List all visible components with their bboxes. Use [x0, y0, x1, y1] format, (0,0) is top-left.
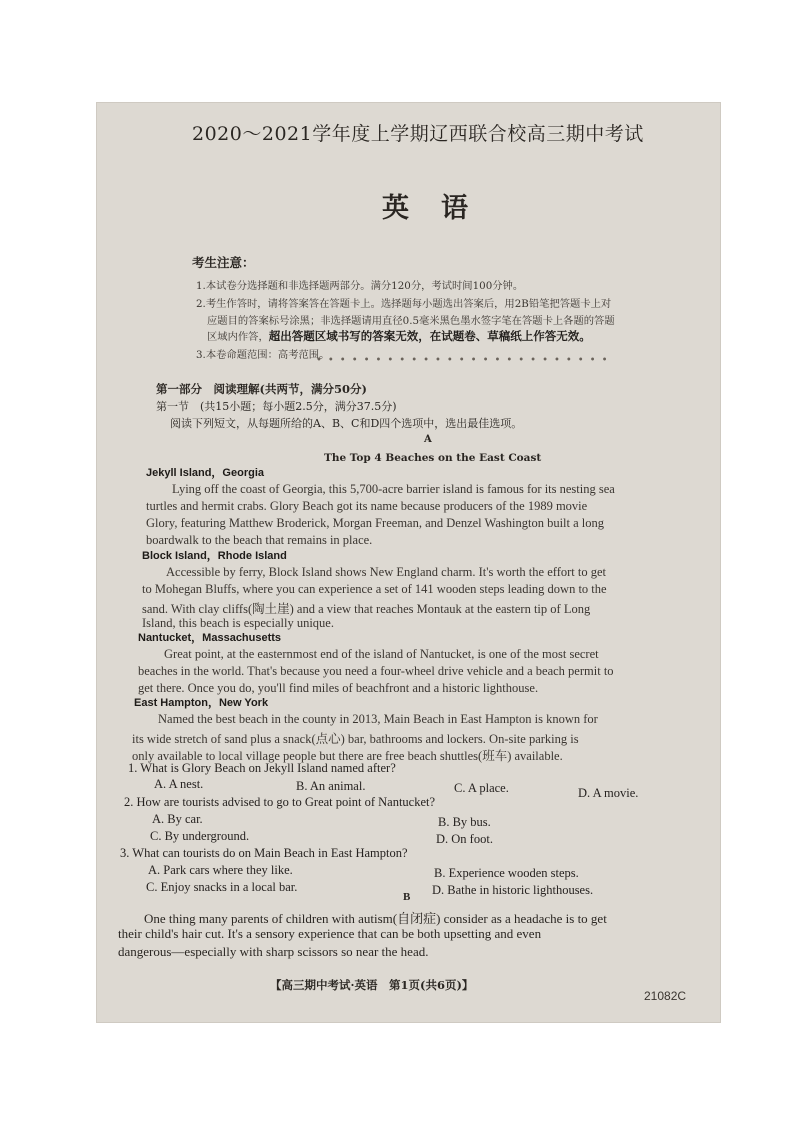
subject-title: 英语	[382, 193, 500, 224]
part-heading: 第一部分 阅读理解(共两节，满分50分)	[156, 382, 367, 396]
passage-line: beaches in the world. That's because you need a four-wheel drive vehicle and a beach permit to	[138, 664, 614, 678]
option: A. A nest.	[154, 777, 204, 791]
passage-line: Great point, at the easternmost end of the island of Nantucket, is one of the most secret	[164, 647, 599, 661]
passage-line: get there. Once you do, you'll find miles of beachfront and a historic lighthouse.	[138, 681, 539, 695]
option: D. Bathe in historic lighthouses.	[432, 883, 594, 897]
question-stem: 2. How are tourists advised to go to Great point of Nantucket?	[124, 795, 436, 809]
beach-heading-east-hampton: East Hampton，New York	[134, 697, 269, 709]
notice-item-1: 1.本试卷分选择题和非选择题两部分。满分120分，考试时间100分钟。	[196, 280, 524, 292]
exam-title: 2020～2021学年度上学期辽西联合校高三期中考试	[192, 123, 644, 145]
passage-line: boardwalk to the beach that remains in place.	[146, 533, 373, 547]
notice-item-2-line-2: 应题目的答案标号涂黑；非选择题请用直径0.5毫米黑色墨水签字笔在答题卡上各题的答题	[207, 315, 615, 327]
passage-line: turtles and hermit crabs. Glory Beach got its name because producers of the 1989 movie	[146, 499, 588, 513]
option: C. Enjoy snacks in a local bar.	[146, 880, 298, 894]
option: D. On foot.	[436, 832, 493, 846]
passage-title: The Top 4 Beaches on the East Coast	[324, 452, 542, 464]
passage-label-b: B	[403, 891, 411, 903]
beach-heading-nantucket: Nantucket，Massachusetts	[138, 632, 282, 644]
emphasis-dots: •••••••••••••••••••••••••	[316, 355, 614, 366]
passage-label-a: A	[424, 434, 432, 445]
page-footer: 【高三期中考试·英语 第1页(共6页)】	[270, 978, 474, 992]
instruction: 阅读下列短文，从每题所给的A、B、C和D四个选项中，选出最佳选项。	[170, 417, 523, 430]
option: A. By car.	[152, 812, 203, 826]
option: B. An animal.	[296, 779, 366, 793]
passage-line: their child's hair cut. It's a sensory experience that can be both upsetting and even	[118, 926, 542, 941]
passage-line: only available to local village people but there are free beach shuttles(班车) available.	[132, 749, 563, 763]
passage-line: Glory, featuring Matthew Broderick, Morgan Freeman, and Denzel Washington built a long	[146, 516, 605, 530]
question-stem: 3. What can tourists do on Main Beach in East Hampton?	[120, 846, 408, 860]
notice-item-3: 3.本卷命题范围：高考范围。	[196, 349, 330, 361]
notice-item-2-line-1: 2.考生作答时，请将答案答在答题卡上。选择题每小题选出答案后，用2B铅笔把答题卡上对	[196, 298, 612, 310]
option: C. By underground.	[150, 829, 250, 843]
passage-line: dangerous—especially with sharp scissors so near the head.	[118, 944, 429, 959]
section-heading: 第一节 (共15小题；每小题2.5分，满分37.5分)	[156, 400, 397, 413]
option: C. A place.	[454, 781, 509, 795]
exam-code: 21082C	[644, 989, 687, 1003]
notice-item-2-plain: 区域内作答，	[207, 331, 269, 343]
passage-line: One thing many parents of children with autism(自闭症) consider as a headache is to get	[144, 911, 607, 926]
passage-line: Named the best beach in the county in 2013, Main Beach in East Hampton is known for	[158, 712, 598, 726]
passage-line: Accessible by ferry, Block Island shows New England charm. It's worth the effort to get	[166, 565, 606, 579]
notice-item-2-emphasis: 超出答题区域书写的答案无效，在试题卷、草稿纸上作答无效。	[268, 329, 591, 343]
question-stem: 1. What is Glory Beach on Jekyll Island named after?	[128, 761, 396, 775]
option: B. By bus.	[438, 815, 491, 829]
option: D. A movie.	[578, 786, 639, 800]
exam-page	[96, 102, 721, 1023]
beach-heading-jekyll: Jekyll Island，Georgia	[146, 467, 264, 479]
passage-line: Island, this beach is especially unique.	[142, 616, 334, 630]
option: A. Park cars where they like.	[148, 863, 293, 877]
passage-line: its wide stretch of sand plus a snack(点心) bar, bathrooms and lockers. On-site parking is	[132, 732, 579, 746]
beach-heading-block-island: Block Island，Rhode Island	[142, 550, 287, 562]
passage-line: sand. With clay cliffs(陶土崖) and a view that reaches Montauk at the eastern tip of Long	[142, 602, 591, 616]
passage-line: to Mohegan Bluffs, where you can experience a set of 141 wooden steps leading down to the	[142, 582, 607, 596]
passage-line: Lying off the coast of Georgia, this 5,700-acre barrier island is famous for its nesting sea	[172, 482, 615, 496]
option: B. Experience wooden steps.	[434, 866, 579, 880]
notice-item-2-line-3	[207, 328, 591, 344]
notice-heading: 考生注意：	[192, 255, 255, 270]
